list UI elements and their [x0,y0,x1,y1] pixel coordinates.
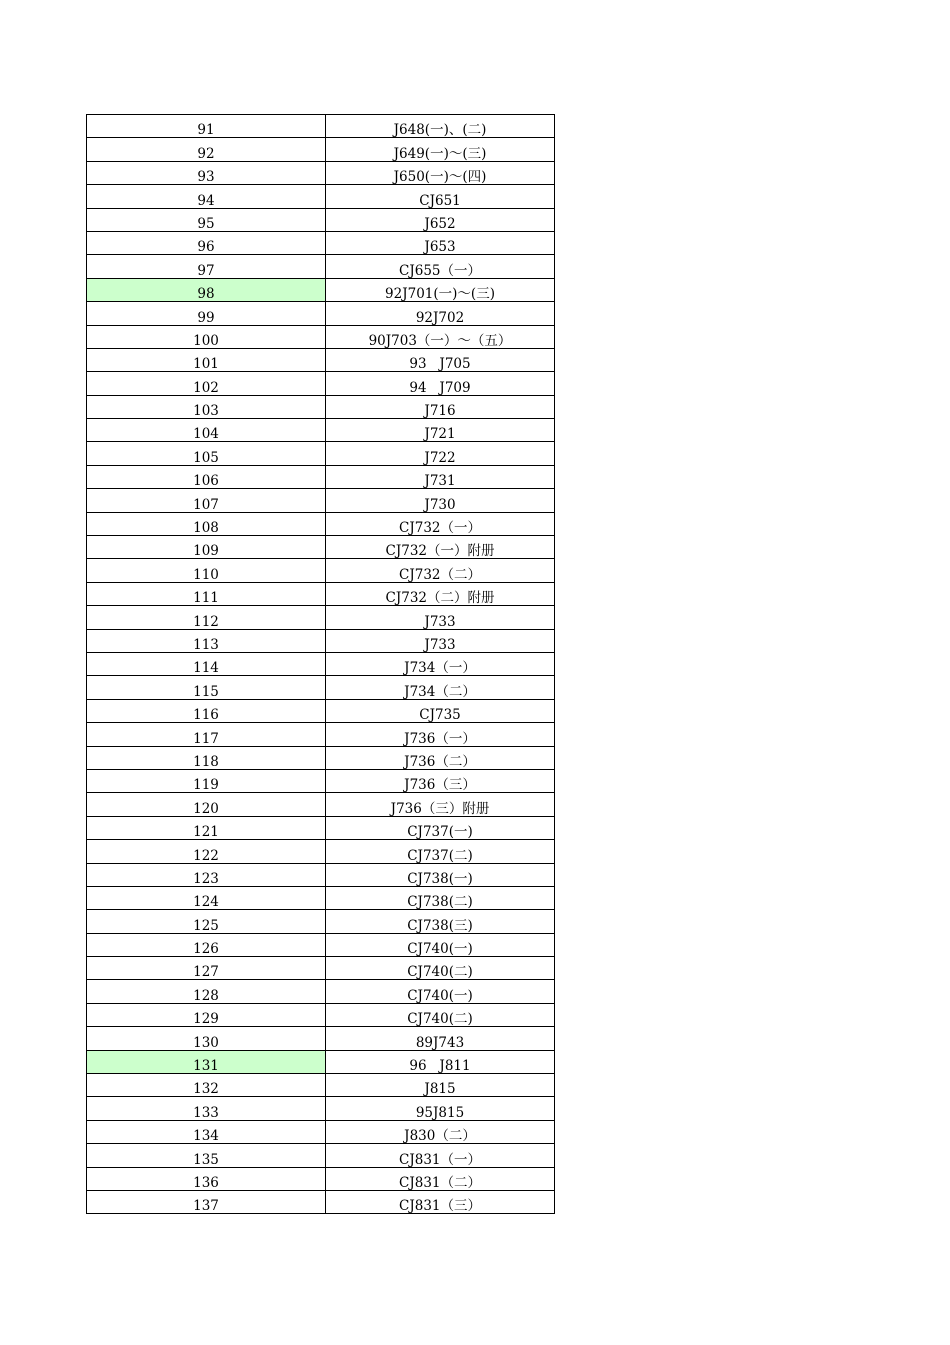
table-row [87,652,555,675]
row-number-cell[interactable]: 134 [87,1120,326,1143]
table-row [87,348,555,371]
table-row [87,325,555,348]
table-row [87,489,555,512]
standard-code-cell[interactable]: J734（一） [326,652,555,675]
standard-code-cell[interactable]: CJ732（二）附册 [326,582,555,605]
table-row [87,231,555,254]
table-row [87,957,555,980]
row-number-cell[interactable]: 114 [87,652,326,675]
standard-code-cell[interactable]: CJ737(二) [326,840,555,863]
table-row [87,1144,555,1167]
row-number-cell[interactable]: 133 [87,1097,326,1120]
row-number-cell[interactable]: 108 [87,512,326,535]
table-row [87,840,555,863]
row-number-cell[interactable]: 113 [87,629,326,652]
standard-code-cell[interactable]: CJ740(一) [326,980,555,1003]
catalog-table [86,114,555,1214]
row-number-cell[interactable]: 97 [87,255,326,278]
table-row [87,582,555,605]
table-row [87,395,555,418]
table-row [87,138,555,161]
standard-code-cell[interactable]: 93 J705 [326,348,555,371]
standard-code-cell[interactable]: CJ732（一） [326,512,555,535]
standard-code-cell[interactable]: J815 [326,1074,555,1097]
standard-code-cell[interactable]: CJ655（一） [326,255,555,278]
standard-code-cell[interactable]: 92J701(一)～(三) [326,278,555,301]
table-row [87,769,555,792]
table-row [87,910,555,933]
standard-code-cell[interactable]: CJ732（二） [326,559,555,582]
table-row [87,185,555,208]
row-number-cell[interactable]: 121 [87,816,326,839]
table-row [87,1190,555,1213]
standard-code-cell[interactable]: J648(一)、(二) [326,115,555,138]
row-number-cell[interactable]: 126 [87,933,326,956]
table-row [87,1003,555,1026]
table-row [87,161,555,184]
row-number-cell[interactable]: 136 [87,1167,326,1190]
table-row [87,255,555,278]
table-row [87,699,555,722]
standard-code-cell[interactable]: J649(一)～(三) [326,138,555,161]
catalog-table-body [87,115,555,1214]
row-number-cell[interactable]: 112 [87,606,326,629]
row-number-cell[interactable]: 100 [87,325,326,348]
standard-code-cell[interactable]: J652 [326,208,555,231]
standard-code-cell[interactable]: J731 [326,465,555,488]
table-row [87,302,555,325]
table-row [87,676,555,699]
table-row [87,980,555,1003]
table-row [87,629,555,652]
row-number-cell[interactable]: 130 [87,1027,326,1050]
standard-code-cell[interactable]: J653 [326,231,555,254]
standard-code-cell[interactable]: 94 J709 [326,372,555,395]
standard-code-cell[interactable]: 89J743 [326,1027,555,1050]
table-row [87,1027,555,1050]
table-row [87,465,555,488]
standard-code-cell[interactable]: CJ738(一) [326,863,555,886]
table-row [87,816,555,839]
row-number-cell[interactable]: 103 [87,395,326,418]
row-number-cell[interactable]: 123 [87,863,326,886]
row-number-cell[interactable]: 102 [87,372,326,395]
standard-code-cell[interactable]: J736（二） [326,746,555,769]
standard-code-cell[interactable]: J830（二） [326,1120,555,1143]
standard-code-cell[interactable]: J736（三）附册 [326,793,555,816]
standard-code-cell[interactable]: J722 [326,442,555,465]
row-number-cell[interactable]: 119 [87,769,326,792]
row-number-cell[interactable]: 118 [87,746,326,769]
standard-code-cell[interactable]: 96 J811 [326,1050,555,1073]
standard-code-cell[interactable]: CJ738(三) [326,910,555,933]
table-row [87,606,555,629]
table-row [87,512,555,535]
table-row [87,1120,555,1143]
row-number-cell[interactable]: 96 [87,231,326,254]
row-number-cell[interactable]: 91 [87,115,326,138]
standard-code-cell[interactable]: CJ738(二) [326,886,555,909]
row-number-cell[interactable]: 132 [87,1074,326,1097]
row-number-cell[interactable]: 94 [87,185,326,208]
table-row [87,115,555,138]
table-row [87,372,555,395]
table-row [87,442,555,465]
row-number-cell[interactable]: 122 [87,840,326,863]
table-row [87,536,555,559]
standard-code-cell[interactable]: J736（一） [326,723,555,746]
standard-code-cell[interactable]: CJ831（一） [326,1144,555,1167]
table-row [87,1074,555,1097]
row-number-cell[interactable]: 93 [87,161,326,184]
standard-code-cell[interactable]: CJ740(二) [326,957,555,980]
standard-code-cell[interactable]: CJ831（二） [326,1167,555,1190]
standard-code-cell[interactable]: 92J702 [326,302,555,325]
row-number-cell[interactable]: 101 [87,348,326,371]
row-number-cell[interactable]: 117 [87,723,326,746]
row-number-cell[interactable]: 128 [87,980,326,1003]
standard-code-cell[interactable]: J650(一)～(四) [326,161,555,184]
standard-code-cell[interactable]: 90J703（一）～（五） [326,325,555,348]
row-number-cell[interactable]: 125 [87,910,326,933]
standard-code-cell[interactable]: J734（二） [326,676,555,699]
row-number-cell[interactable]: 109 [87,536,326,559]
row-number-cell[interactable]: 106 [87,465,326,488]
row-number-cell[interactable]: 107 [87,489,326,512]
table-row [87,793,555,816]
row-number-cell[interactable]: 98 [87,278,326,301]
table-row [87,746,555,769]
standard-code-cell[interactable]: CJ831（三） [326,1190,555,1213]
standard-code-cell[interactable]: J736（三） [326,769,555,792]
standard-code-cell[interactable]: CJ740(二) [326,1003,555,1026]
row-number-cell[interactable]: 129 [87,1003,326,1026]
row-number-cell[interactable]: 135 [87,1144,326,1167]
standard-code-cell[interactable]: J730 [326,489,555,512]
row-number-cell[interactable]: 137 [87,1190,326,1213]
table-row [87,886,555,909]
table-row [87,863,555,886]
standard-code-cell[interactable]: CJ740(一) [326,933,555,956]
table-row [87,208,555,231]
table-row [87,723,555,746]
row-number-cell[interactable]: 95 [87,208,326,231]
table-row [87,559,555,582]
row-number-cell[interactable]: 120 [87,793,326,816]
row-number-cell[interactable]: 127 [87,957,326,980]
row-number-cell[interactable]: 104 [87,419,326,442]
standard-code-cell[interactable]: J716 [326,395,555,418]
table-row [87,278,555,301]
row-number-cell[interactable]: 131 [87,1050,326,1073]
standard-code-cell[interactable]: 95J815 [326,1097,555,1120]
standard-code-cell[interactable]: J733 [326,606,555,629]
table-row [87,933,555,956]
standard-code-cell[interactable]: J733 [326,629,555,652]
standard-code-cell[interactable]: CJ737(一) [326,816,555,839]
standard-code-cell[interactable]: CJ735 [326,699,555,722]
row-number-cell[interactable]: 105 [87,442,326,465]
row-number-cell[interactable]: 110 [87,559,326,582]
row-number-cell[interactable]: 92 [87,138,326,161]
standard-code-cell[interactable]: CJ732（一）附册 [326,536,555,559]
row-number-cell[interactable]: 124 [87,886,326,909]
row-number-cell[interactable]: 99 [87,302,326,325]
standard-code-cell[interactable]: CJ651 [326,185,555,208]
table-row [87,1097,555,1120]
table-row [87,1050,555,1073]
row-number-cell[interactable]: 116 [87,699,326,722]
standard-code-cell[interactable]: J721 [326,419,555,442]
table-row [87,419,555,442]
row-number-cell[interactable]: 115 [87,676,326,699]
table-row [87,1167,555,1190]
row-number-cell[interactable]: 111 [87,582,326,605]
